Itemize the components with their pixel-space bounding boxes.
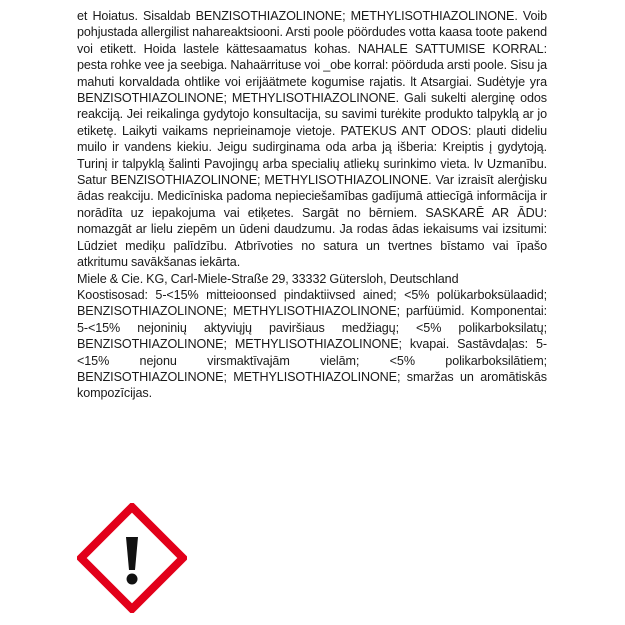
exclamation-dot: [127, 574, 138, 585]
ingredients-paragraph: Koostisosad: 5-<15% mitteioonsed pindaktiivsed ained; <5% polükarboksülaadid; BENZISOTHIAZOLINONE; METHYLISOTHIAZOLINONE; parfüümid. Komponentai: 5-<15% nejoninių aktyviųjų paviršiaus medžiagų; <5% polikarboksilatų; BENZISOTHIAZOLINONE; METHYLISOTHIAZOLINONE; kvapai. Sastāvdaļas: 5-<15% nejonu virsmaktīvajām vielām; <5% polikarboksilātiem; BENZISOTHIAZOLINONE; METHYLISOTHIAZOLINONE; smaržas un aromātiskās kompozīcijas.: [77, 287, 547, 401]
hazard-warnings-paragraph: et Hoiatus. Sisaldab BENZISOTHIAZOLINONE; METHYLISOTHIAZOLINONE. Voib pohjustada allergilist nahareaktsiooni. Arsti poole pöördudes votta kaasa toote pakend voi etikett. Hoida lastele kättesaamatus kohas. NAHALE SATTUMISE KORRAL: pesta rohke vee ja seebiga. Nahaärrituse voi _obe korral: pöörduda arsti poole. Sisu ja mahuti korvaldada ohtlike voi erijäätmete kogumise rajatis. lt Atsargiai. Sudėtyje yra BENZISOTHIAZOLINONE; METHYLISOTHIAZOLINONE. Gali sukelti alerginę odos reakciją. Jei reikalinga gydytojo konsultacija, su savimi turėkite produkto talpyklą ar jo etiketę. Laikyti vaikams neprieinamoje vietoje. PATEKUS ANT ODOS: plauti dideliu muilo ir vandens kiekiu. Jeigu sudirginama oda arba ją išberia: Kreiptis į gydytoją. Turinį ir talpyklą šalinti Pavojingų arba specialių atliekų surinkimo vieta. lv Uzmanību. Satur BENZISOTHIAZOLINONE; METHYLISOTHIAZOLINONE. Var izraisīt alerģisku ādas reakciju. Medicīniska padoma nepieciešamības gadījumā attiecīgā informācija ir norādīta uz iepakojuma vai etiķetes. Sargāt no bērniem. SASKARĒ AR ĀDU: nomazgāt ar lielu ziepēm un ūdeni daudzumu. Ja rodas ādas iekaisums vai izsitumi: Lūdziet mediķu palīdzību. Atbrīvoties no satura un tvertnes bīstamo vai īpašo atkritumu savākšanas iekārta.: [77, 9, 547, 270]
ghs-exclamation-mark-icon: [77, 503, 187, 613]
label-text-block: [77, 8, 547, 402]
hazard-pictogram-svg: [77, 503, 187, 613]
manufacturer-address: Miele & Cie. KG, Carl-Miele-Straße 29, 33332 Gütersloh, Deutschland: [77, 271, 459, 286]
